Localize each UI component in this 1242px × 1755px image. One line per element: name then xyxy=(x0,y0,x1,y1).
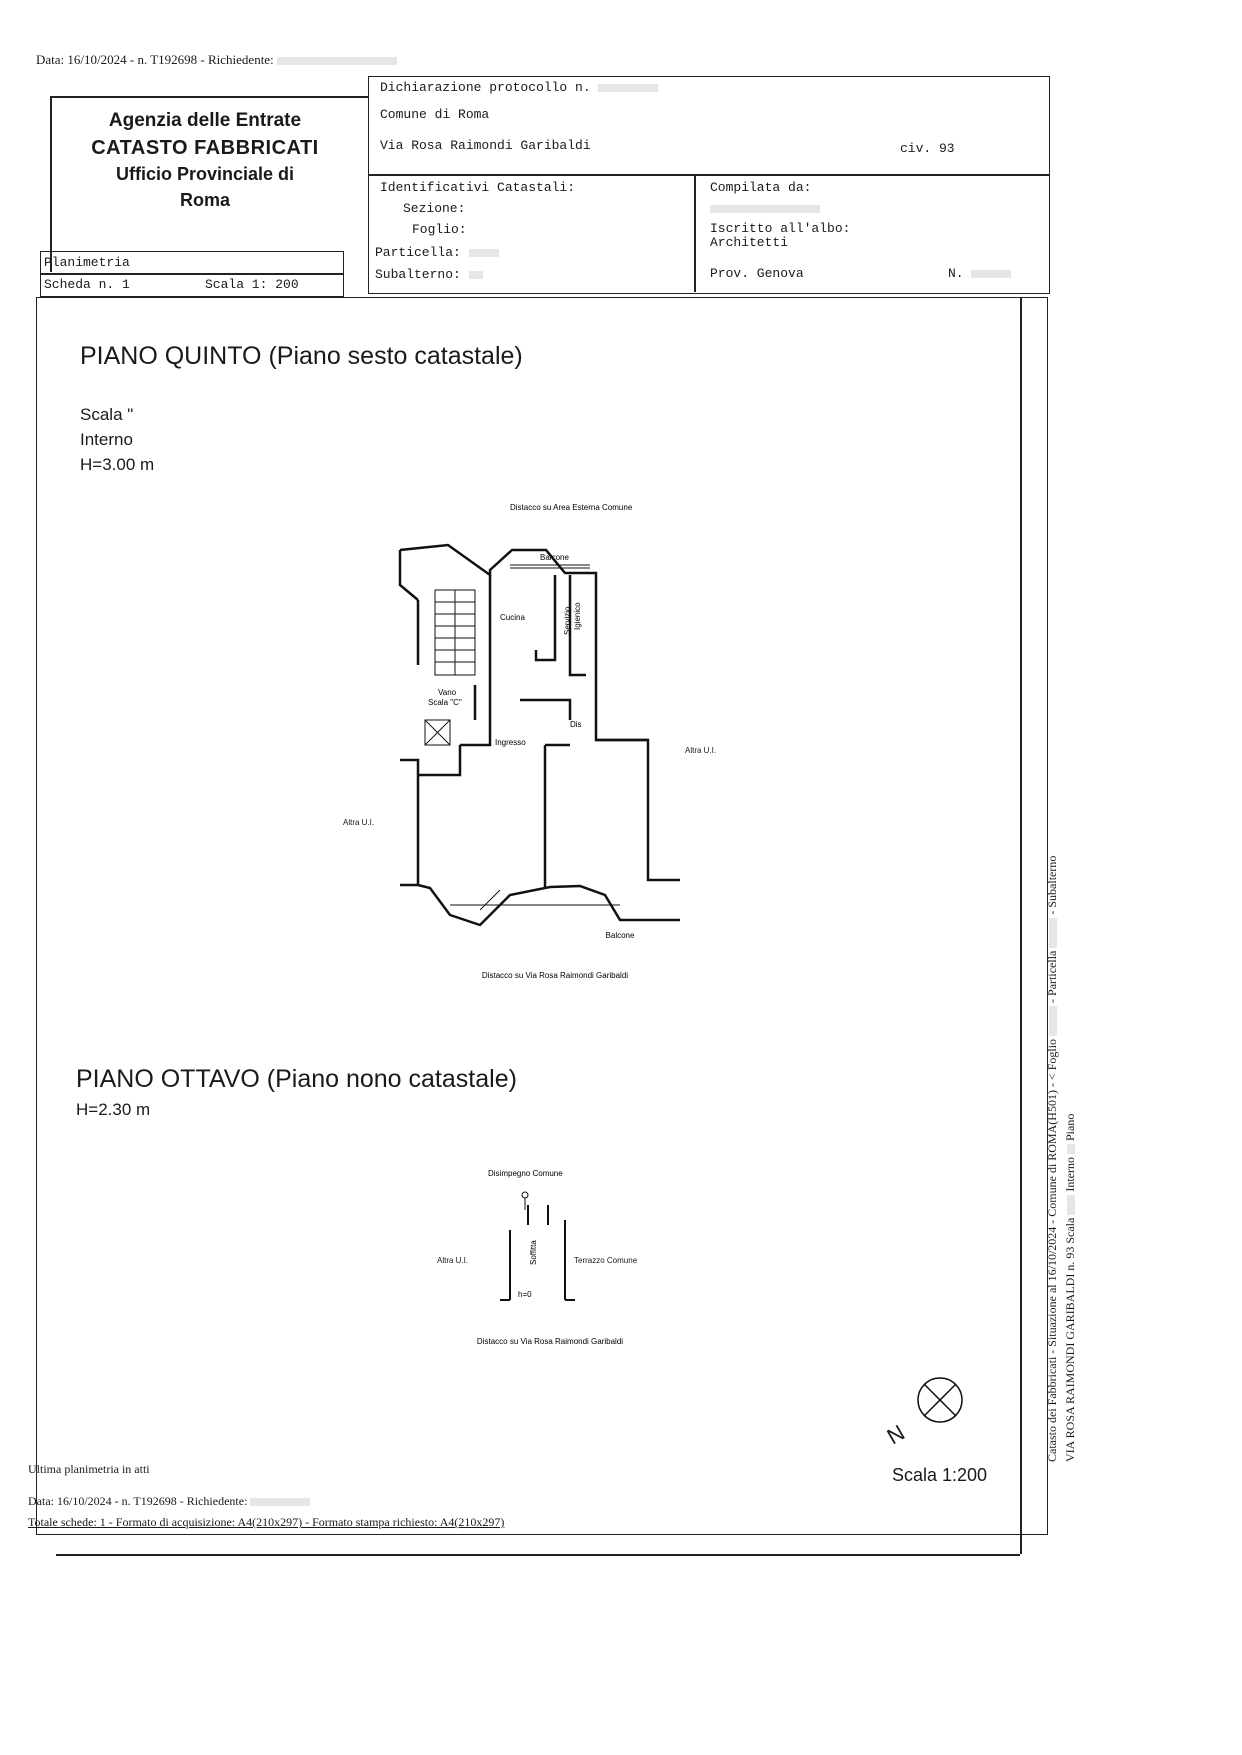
scheda: Scheda n. 1 xyxy=(44,277,130,292)
compilata: Compilata da: xyxy=(710,180,812,195)
floor1-height: H=3.00 m xyxy=(80,455,155,474)
subalterno: Subalterno: xyxy=(375,267,483,282)
footer-last: Ultima planimetria in atti xyxy=(28,1462,150,1476)
comune: Comune di Roma xyxy=(380,107,490,122)
footer-data: Data: 16/10/2024 - n. T192698 - Richiedente: xyxy=(28,1494,310,1509)
floor2-height: H=2.30 m xyxy=(76,1100,151,1119)
albo: Architetti xyxy=(710,235,789,250)
planimetria-label: Planimetria xyxy=(44,255,130,270)
floor2-plan xyxy=(430,1160,690,1350)
floor1-title: PIANO QUINTO (Piano sesto catastale) xyxy=(80,342,523,370)
soffitta: Soffitta xyxy=(529,1240,538,1265)
sezione: Sezione: xyxy=(403,201,466,216)
floor2-top-label: Disimpegno Comune xyxy=(488,1169,563,1178)
floor1-interno: Interno xyxy=(80,430,133,449)
floor1-top-label: Distacco su Area Esterna Comune xyxy=(510,503,633,512)
vano1: Vano xyxy=(438,688,457,697)
agency-line1: Agenzia delle Entrate xyxy=(108,110,302,131)
agency-block xyxy=(60,108,350,214)
footer-totale: Totale schede: 1 - Formato di acquisizione: A4(210x297) - Formato stampa richiesto: A4(210x297) xyxy=(28,1515,505,1529)
address: Via Rosa Raimondi Garibaldi xyxy=(380,138,591,153)
cucina: Cucina xyxy=(500,613,525,622)
ingresso: Ingresso xyxy=(495,738,526,747)
floor1-bottom-label: Distacco su Via Rosa Raimondi Garibaldi xyxy=(481,971,629,980)
agency-line2: CATASTO FABBRICATI xyxy=(91,137,319,159)
vano2: Scala "C" xyxy=(428,698,462,707)
agency-line4: Roma xyxy=(179,190,230,210)
side-line2: VIA ROSA RAIMONDI GARIBALDI n. 93 Scala Interno Piano xyxy=(1063,1113,1077,1462)
iscritto: Iscritto all'albo: xyxy=(710,221,851,236)
altra-left: Altra U.I. xyxy=(343,818,375,827)
servizio2: Igienico xyxy=(573,602,582,630)
dis: Dis xyxy=(570,720,582,729)
scale-bottom: Scala 1:200 xyxy=(892,1465,988,1485)
side-line1: Catasto dei Fabbricati - Situazione al 16/10/2024 - Comune di ROMA(H501) - < Foglio - Particella - Subalterno xyxy=(1045,855,1059,1462)
floor2-altra: Altra U.I. xyxy=(437,1256,469,1265)
terrazzo: Terrazzo Comune xyxy=(574,1256,638,1265)
compilata-redact xyxy=(710,200,820,218)
agency-line3: Ufficio Provinciale di xyxy=(115,164,295,184)
foglio: Foglio: xyxy=(412,222,467,237)
h-zero: h=0 xyxy=(518,1290,532,1299)
floor2-bottom-label: Distacco su Via Rosa Raimondi Garibaldi xyxy=(476,1337,624,1346)
servizio1: Servizio xyxy=(563,606,572,635)
balcone-bottom: Balcone xyxy=(605,931,635,940)
floor1-scala: Scala " xyxy=(80,405,134,424)
prov: Prov. Genova xyxy=(710,266,804,281)
floor2-title: PIANO OTTAVO (Piano nono catastale) xyxy=(76,1065,517,1093)
altra-right: Altra U.I. xyxy=(685,746,717,755)
scala-header: Scala 1: 200 xyxy=(205,277,299,292)
civ: civ. 93 xyxy=(900,141,955,156)
floor1-plan xyxy=(330,490,750,990)
protocol: Dichiarazione protocollo n. xyxy=(380,80,658,95)
north-label: N xyxy=(882,1419,909,1450)
particella: Particella: xyxy=(375,245,499,260)
top-line: Data: 16/10/2024 - n. T192698 - Richiedente: xyxy=(36,52,397,68)
ident-title: Identificativi Catastali: xyxy=(380,180,576,195)
balcone-top: Balcone xyxy=(540,553,569,562)
n-number: N. xyxy=(948,266,1011,281)
